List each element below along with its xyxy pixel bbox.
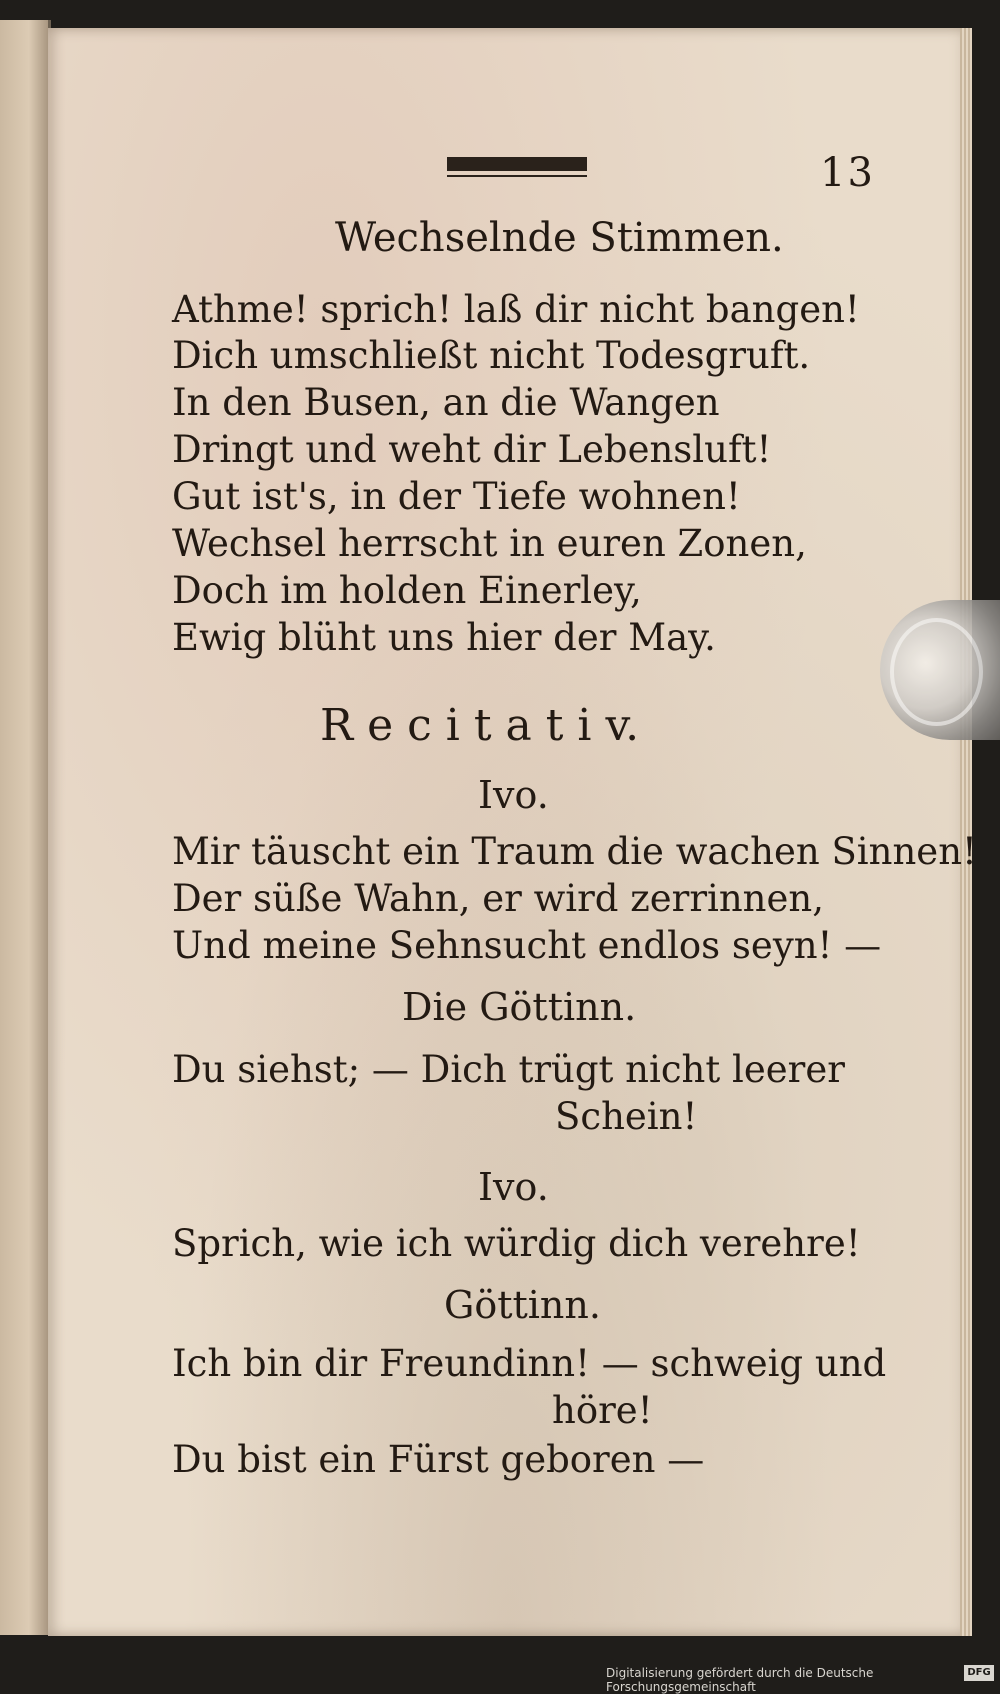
stanza-line: Wechsel herrscht in euren Zonen, [172,522,807,565]
verse-line: Und meine Sehnsucht endlos seyn! — [172,924,882,967]
recitativ-heading: R e c i t a t i v. [320,700,640,751]
speaker-goettinn: Die Göttinn. [402,985,637,1029]
stanza-line: Dich umschließt nicht Todesgruft. [172,334,811,377]
speaker-ivo: Ivo. [478,1165,549,1209]
stanza-line: Gut ist's, in der Tiefe wohnen! [172,475,741,518]
speaker-goettinn: Göttinn. [444,1283,601,1327]
left-page-edge [0,20,51,1635]
page-number: 13 [820,150,875,196]
stanza-line: Ewig blüht uns hier der May. [172,616,716,659]
stanza-line: Dringt und weht dir Lebensluft! [172,428,772,471]
stanza-line: Athme! sprich! laß dir nicht bangen! [172,288,860,331]
verse-line: Sprich, wie ich würdig dich verehre! [172,1222,861,1265]
stanza-line: Doch im holden Einerley, [172,569,642,612]
verse-line: Ich bin dir Freundinn! — schweig und [172,1342,887,1385]
verse-line-continuation: höre! [552,1389,653,1432]
footer-credit: Digitalisierung gefördert durch die Deutsche Forschungsgemeinschaft [606,1666,874,1694]
verse-line-continuation: Schein! [555,1095,698,1138]
verse-line: Du bist ein Fürst geboren — [172,1438,705,1481]
dfg-logo-icon: DFG [964,1665,994,1681]
speaker-ivo: Ivo. [478,773,549,817]
verse-line: Mir täuscht ein Traum die wachen Sinnen! [172,830,977,873]
verse-line: Der süße Wahn, er wird zerrinnen, [172,877,824,920]
header-rule [447,157,587,171]
stanza-line: In den Busen, an die Wangen [172,381,720,424]
section-title: Wechselnde Stimmen. [335,215,784,261]
verse-line: Du siehst; — Dich trügt nicht leerer [172,1048,845,1091]
